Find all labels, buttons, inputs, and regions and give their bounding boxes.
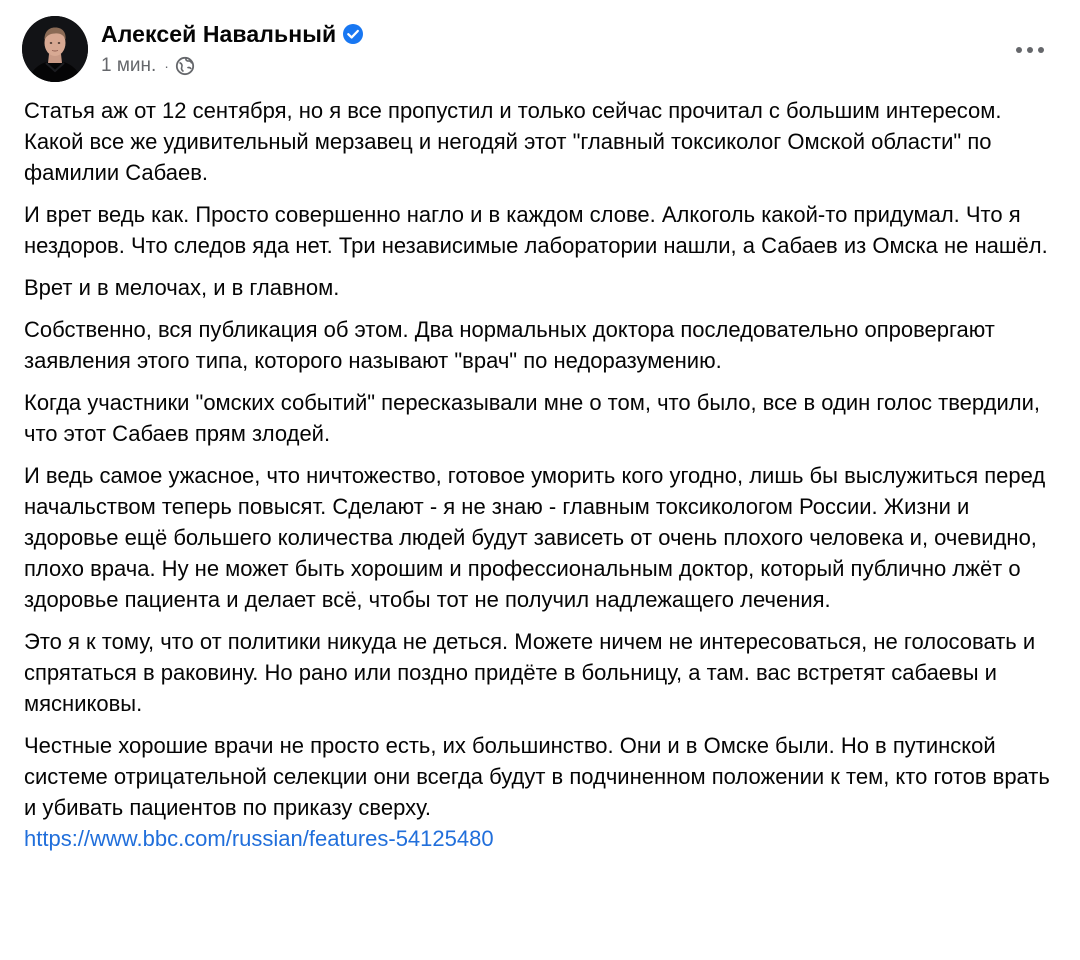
post-paragraph: И врет ведь как. Просто совершенно нагло и в каждом слове. Алкоголь какой-то придумал. Что я нездоров. Что следов яда нет. Три независимые лаборатории нашли, а Сабаев из Омска не нашёл. bbox=[24, 202, 1048, 258]
post-header bbox=[22, 16, 364, 82]
more-horizontal-icon-dot bbox=[1016, 47, 1022, 53]
post-body bbox=[24, 95, 1064, 854]
post-paragraph: И ведь самое ужасное, что ничтожество, готовое уморить кого угодно, лишь бы выслужиться перед начальством теперь повысят. Сделают - я не знаю - главным токсикологом России. Жизни и здоровье ещё большего количества людей будут зависеть от очень плохого человека и, очевидно, плохо врача. Ну не может быть хорошим и профессиональным доктор, который публично лжёт о здоровье пациента и делает всё, чтобы тот не получил надлежащего лечения. bbox=[24, 463, 1046, 612]
separator-dot: · bbox=[164, 58, 169, 74]
post-paragraph-text: Честные хорошие врачи не просто есть, их большинство. Они и в Омске были. Но в путинской системе отрицательной селекции они всегда будут в подчиненном положении к тем, кто готов врать и убивать пациентов по приказу сверху. bbox=[24, 733, 1050, 820]
globe-icon[interactable] bbox=[175, 56, 195, 76]
author-name[interactable]: Алексей Навальный bbox=[101, 20, 337, 47]
profile-photo-icon bbox=[22, 16, 88, 82]
post-time-row bbox=[101, 51, 364, 81]
post-paragraph: Собственно, вся публикация об этом. Два нормальных доктора последовательно опровергают заявления этого типа, которого называют "врач" по недоразумению. bbox=[24, 317, 995, 373]
more-horizontal-icon-dot bbox=[1038, 47, 1044, 53]
more-horizontal-icon-dot bbox=[1027, 47, 1033, 53]
post-paragraph: Это я к тому, что от политики никуда не деться. Можете ничем не интересоваться, не голосовать и спрятаться в раковину. Но рано или поздно придёте в больницу, а там. вас встретят сабаевы и мясниковы. bbox=[24, 629, 1036, 716]
post-meta bbox=[101, 17, 364, 81]
author-row bbox=[101, 17, 364, 51]
verified-badge-icon bbox=[342, 23, 364, 45]
post-paragraph: Статья аж от 12 сентября, но я все пропустил и только сейчас прочитал с большим интересом. Какой все же удивительный мерзавец и негодяй этот "главный токсиколог Омской области" по фамилии Сабаев. bbox=[24, 98, 1002, 185]
more-options-button[interactable] bbox=[1010, 30, 1050, 70]
post-paragraph: Когда участники "омских событий" пересказывали мне о том, что было, все в один голос твердили, что этот Сабаев прям злодей. bbox=[24, 390, 1040, 446]
author-avatar[interactable] bbox=[22, 16, 88, 82]
article-link[interactable]: https://www.bbc.com/russian/features-54125480 bbox=[24, 826, 494, 851]
post-paragraph: Врет и в мелочах, и в главном. bbox=[24, 275, 340, 300]
post-paragraph-last bbox=[24, 730, 1064, 854]
post-timestamp[interactable]: 1 мин. bbox=[101, 55, 157, 76]
